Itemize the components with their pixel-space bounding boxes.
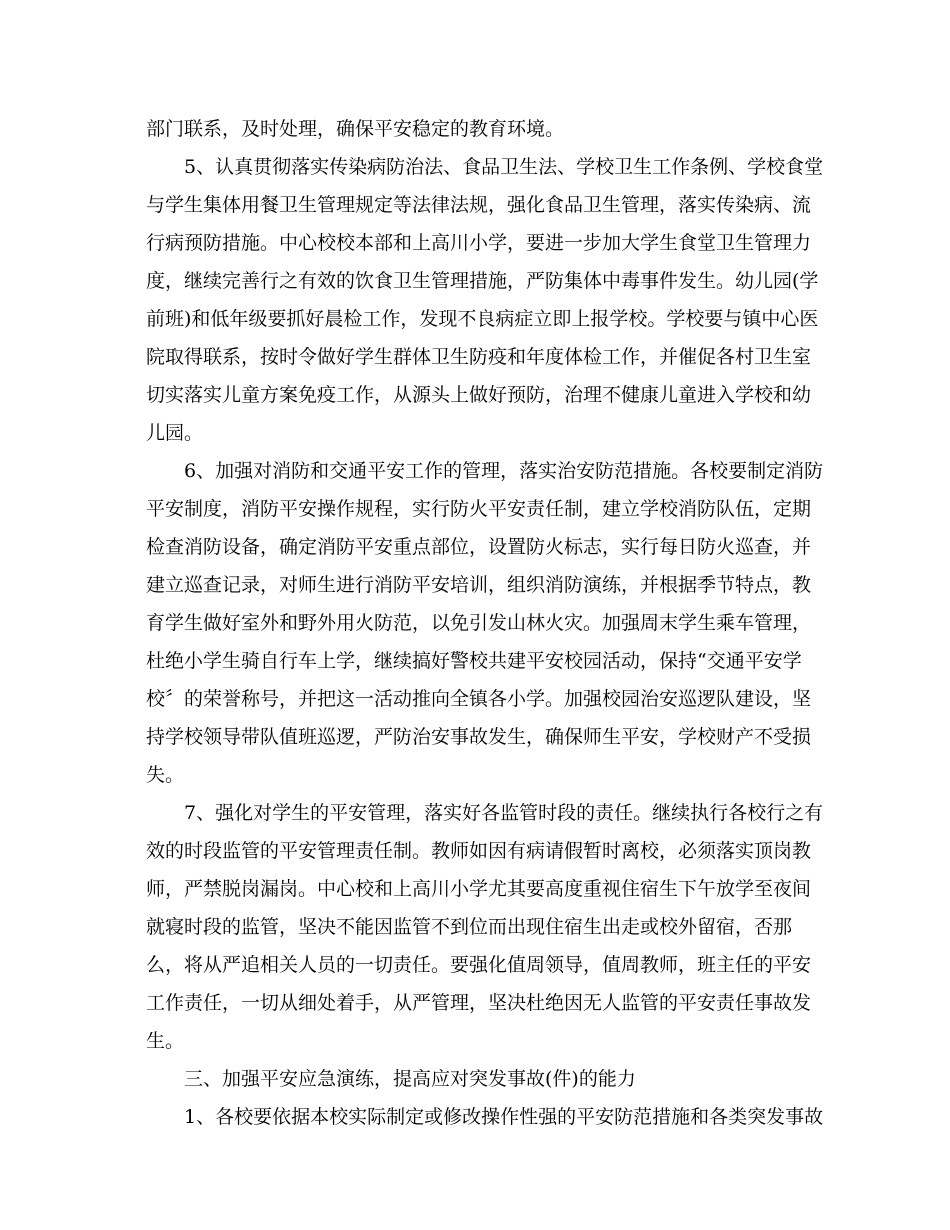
- text-line: 检查消防设备，确定消防平安重点部位，设置防火标志，实行每日防火巡查，并: [146, 536, 812, 558]
- text-line: 失。: [146, 764, 185, 786]
- section-item-1-start: 1、各校要依据本校实际制定或修改操作性强的平安防范措施和各类突发事故: [184, 1106, 824, 1128]
- text-line: 部门联系，及时处理，确保平安稳定的教育环境。: [146, 118, 565, 140]
- text-line: 度，继续完善行之有效的饮食卫生管理措施，严防集体中毒事件发生。幼儿园(学: [146, 270, 819, 292]
- paragraph-5-start: 5、认真贯彻落实传染病防治法、食品卫生法、学校卫生工作条例、学校食堂: [184, 156, 824, 178]
- text-line: 工作责任，一切从细处着手，从严管理，坚决杜绝因无人监管的平安责任事故发: [146, 992, 812, 1014]
- text-line: 前班)和低年级要抓好晨检工作，发现不良病症立即上报学校。学校要与镇中心医: [146, 308, 819, 330]
- text-line: 持学校领导带队值班巡逻，严防治安事故发生，确保师生平安，学校财产不受损: [146, 726, 812, 748]
- paragraph-6-start: 6、加强对消防和交通平安工作的管理，落实治安防范措施。各校要制定消防: [184, 460, 824, 482]
- text-line: 就寝时段的监管，坚决不能因监管不到位而出现住宿生出走或校外留宿，否那: [146, 916, 793, 938]
- text-line: 平安制度，消防平安操作规程，实行防火平安责任制，建立学校消防队伍，定期: [146, 498, 812, 520]
- text-line: 校〞的荣誉称号，并把这一活动推向全镇各小学。加强校园治安巡逻队建设，坚: [146, 688, 812, 710]
- text-line: 效的时段监管的平安管理责任制。教师如因有病请假暂时离校，必须落实顶岗教: [146, 840, 812, 862]
- text-line: 与学生集体用餐卫生管理规定等法律法规，强化食品卫生管理，落实传染病、流: [146, 194, 812, 216]
- text-line: 杜绝小学生骑自行车上学，继续搞好警校共建平安校园活动，保持“交通平安学: [146, 650, 802, 672]
- section-heading: 三、加强平安应急演练，提高应对突发事故(件)的能力: [184, 1068, 636, 1090]
- text-line: 育学生做好室外和野外用火防范，以免引发山林火灾。加强周末学生乘车管理，: [146, 612, 812, 634]
- paragraph-7-start: 7、强化对学生的平安管理，落实好各监管时段的责任。继续执行各校行之有: [184, 802, 824, 824]
- text-line: 切实落实儿童方案免疫工作，从源头上做好预防，治理不健康儿童进入学校和幼: [146, 384, 812, 406]
- text-line: 师，严禁脱岗漏岗。中心校和上高川小学尤其要高度重视住宿生下午放学至夜间: [146, 878, 812, 900]
- text-line: 行病预防措施。中心校校本部和上高川小学，要进一步加大学生食堂卫生管理力: [146, 232, 812, 254]
- text-line: 么，将从严追相关人员的一切责任。要强化值周领导，值周教师，班主任的平安: [146, 954, 812, 976]
- text-line: 院取得联系，按时令做好学生群体卫生防疫和年度体检工作，并催促各村卫生室: [146, 346, 812, 368]
- text-line: 建立巡查记录，对师生进行消防平安培训，组织消防演练，并根据季节特点，教: [146, 574, 812, 596]
- text-line: 生。: [146, 1030, 185, 1052]
- text-line: 儿园。: [146, 422, 204, 444]
